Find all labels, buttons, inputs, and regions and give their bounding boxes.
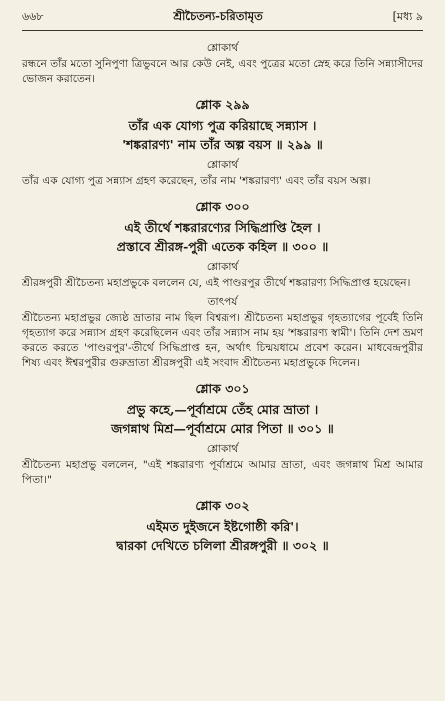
verse-line: প্রভু কহে,—পূর্বাশ্রমে তেঁহ মোর ভ্রাতা । [126,402,319,417]
chapter-section: [মধ্য ৯ [392,10,423,23]
paragraph: শ্রীচৈতন্য মহাপ্রভুর জ্যেষ্ঠ ভ্রাতার নাম ছিল বিশ্বরূপ। শ্রীচৈতন্য মহাপ্রভুর গৃহত্যাগের পূর্বেই তিনি গৃহত্যাগ করে সন্ন্যাস গ্রহণ করেছিলেন এবং তাঁর সন্ন্যাস নাম হয় 'শঙ্করারণ্য স্বামী'। তিনি দেশ ভ্রমণ করতে করতে 'পাণ্ডরপুর'-তীর্থে সিদ্ধিপ্রাপ্ত হন, অর্থাৎ চিন্ময়ধামে প্রবেশ করেন। মাধবেন্দ্রপুরীর শিষ্য এবং ঈশ্বরপুরীর গুরুভ্রাতা শ্রীরঙ্গপুরী এই সংবাদ শ্রীচৈতন্য মহাপ্রভুকে দিলেন। [22,312,423,369]
verse-line: 'শঙ্করারণ্য' নাম তাঁর অল্প বয়স ॥ ২৯৯ ॥ [122,137,323,152]
paragraph: তাঁর এক যোগ্য পুত্র সন্ন্যাস গ্রহণ করেছেন, তাঁর নাম 'শঙ্করারণ্য' এবং তাঁর বয়স অল্প। [22,175,371,187]
paragraph: শ্রীরঙ্গপুরী শ্রীচৈতন্য মহাপ্রভুকে বললেন যে, এই পাণ্ডরপুর তীর্থে শঙ্করারণ্য সিদ্ধিপ্রাপ্ত হয়েছেন। [22,277,411,289]
section-label: শ্লোকার্থ [206,443,239,455]
verse-number: শ্লোক ২৯৯ [195,97,250,112]
verse-line: এই তীর্থে শঙ্করারণ্যের সিদ্ধিপ্রাপ্তি হৈল । [124,220,321,235]
verse-number: শ্লোক ৩০১ [195,381,250,396]
book-title: শ্রীচৈতন্য-চরিতামৃত [173,9,263,23]
section-label: তাৎপর্য [207,296,238,308]
verse-line: দ্বারকা দেখিতে চলিলা শ্রীরঙ্গপুরী ॥ ৩০২ ॥ [116,538,329,553]
paragraph: রন্ধনে তাঁর মতো সুনিপুণা ত্রিভুবনে আর কেউ নেই, এবং পুত্রের মতো স্নেহ করে তিনি সন্ন্যাসীদের ভোজন করাতেন। [22,58,423,85]
verse-line: তাঁর এক যোগ্য পুত্র করিয়াছে সন্ন্যাস । [128,118,317,133]
verse-number: শ্লোক ৩০০ [195,199,250,214]
header-rule [22,30,423,31]
running-header [22,8,423,26]
section-label: শ্লোকার্থ [206,42,239,54]
verse-line: প্রস্তাবে শ্রীরঙ্গ-পুরী এতেক কহিল ॥ ৩০০ ॥ [116,239,329,254]
page-content [22,41,423,555]
verse-line: এইমত দুইজনে ইষ্টগোষ্ঠী করি'। [146,519,299,534]
paragraph: শ্রীচৈতন্য মহাপ্রভু বললেন, "এই শঙ্করারণ্য পূর্বাশ্রমে আমার ভ্রাতা, এবং জগন্নাথ মিশ্র আমার পিতা।" [22,459,423,486]
section-label: শ্লোকার্থ [206,261,239,273]
verse-line: জগন্নাথ মিশ্র—পূর্বাশ্রমে মোর পিতা ॥ ৩০১ ॥ [111,421,334,436]
page-number: ৬৬৮ [22,10,44,23]
verse-number: শ্লোক ৩০২ [195,498,250,513]
section-label: শ্লোকার্থ [206,159,239,171]
